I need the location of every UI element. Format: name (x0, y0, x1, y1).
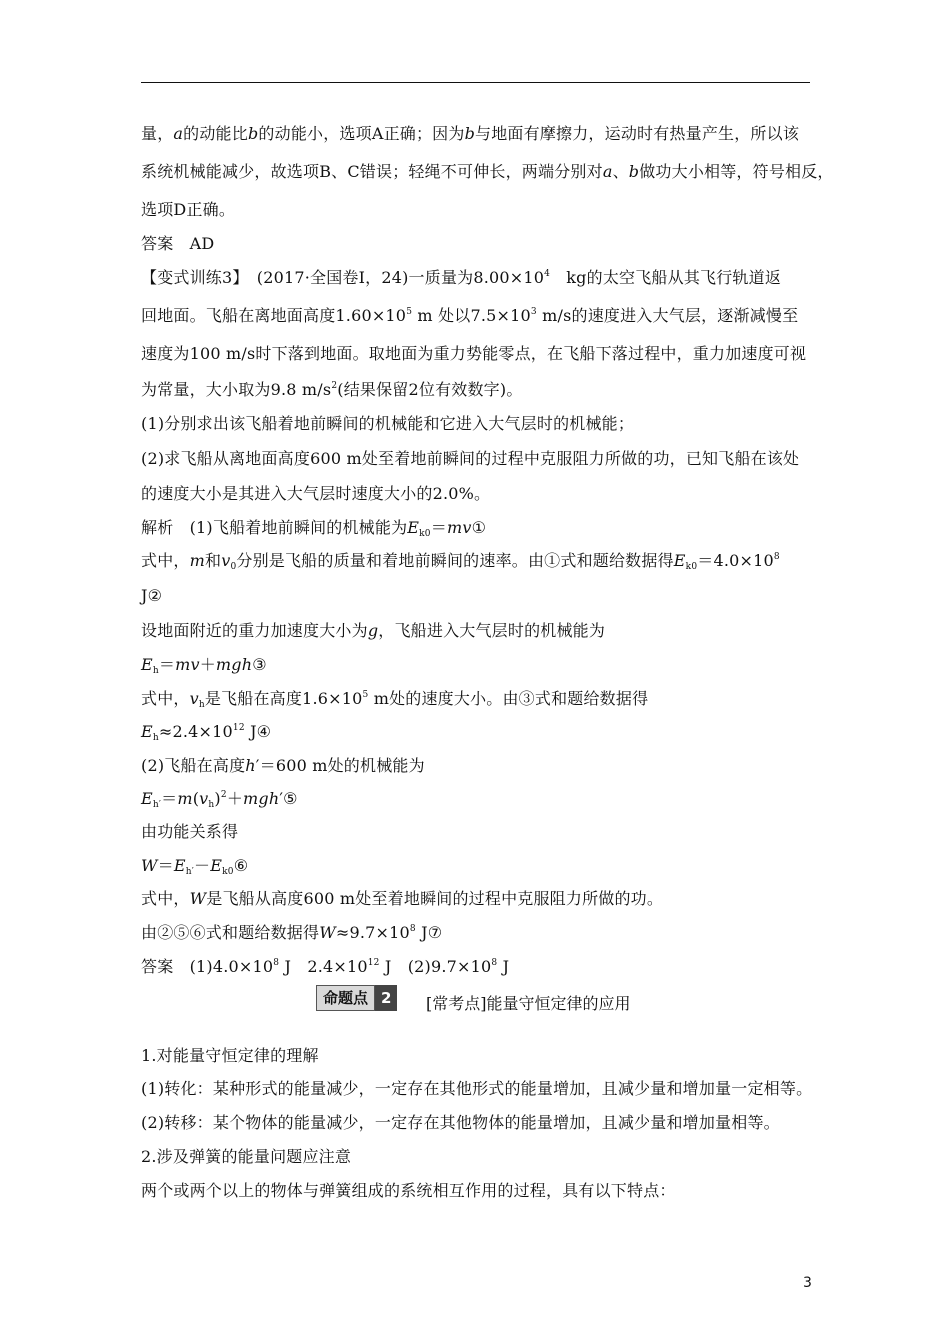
equation-line: $W=E_{h'}-E_{k0}⑥$ (141, 856, 249, 877)
topic-badge (316, 985, 397, 1011)
text-line: (2)求飞船从离地面高度600 m处至着地前瞬间的过程中克服阻力所做的功，已知飞船在该处 (141, 449, 800, 468)
text-line: 速度为100 m/s时下落到地面。取地面为重力势能零点，在飞船下落过程中，重力加速度可视 (141, 344, 807, 363)
equation-line: $E_{h'}=m(v_h)^2+mgh'⑤$ (141, 789, 298, 810)
text-line: (1)分别求出该飞船着地前瞬间的机械能和它进入大气层时的机械能； (141, 414, 635, 433)
solution-line: 解析 (1)飞船着地前瞬间的机械能为$E_{k0}=mv①$ (141, 518, 487, 539)
text-line: 式中，m和$v_0$分别是飞船的质量和着地前瞬间的速率。由①式和题给数据得$E_{k0}=4.0\times 10^8$ (141, 551, 780, 572)
text-line: 的速度大小是其进入大气层时速度大小的2.0%。 (141, 484, 491, 503)
numbered-heading: 1.对能量守恒定律的理解 (141, 1046, 319, 1065)
text-line: 量，a的动能比b的动能小，选项A正确；因为b与地面有摩擦力，运动时有热量产生，所以该 (141, 124, 800, 143)
text-line: 式中，W是飞船从高度600 m处至着地瞬间的过程中克服阻力所做的功。 (141, 889, 664, 908)
answer-line: 答案 $(1)4.0\times 10^8$ J $2.4\times 10^{12}$ J $(2)9.7\times 10^8$ J (141, 957, 510, 976)
numbered-heading: 2.涉及弹簧的能量问题应注意 (141, 1147, 352, 1166)
badge-label: 命题点 (316, 985, 375, 1011)
text-line: (2)转移：某个物体的能量减少，一定存在其他物体的能量增加，且减少量和增加量相等。 (141, 1113, 780, 1132)
text-line: 选项D正确。 (141, 200, 236, 219)
page-number: 3 (803, 1275, 812, 1291)
text-line: 设地面附近的重力加速度大小为g，飞船进入大气层时的机械能为 (141, 621, 606, 640)
text-line: (2)飞船在高度h′＝600 m处的机械能为 (141, 756, 425, 775)
text-line: 为常量，大小取为9.8 $m/s^2$(结果保留2位有效数字)。 (141, 380, 523, 399)
text-line: 式中，$v_h$是飞船在高度$1.6\times 10^5$ m处的速度大小。由③式和题给数据得 (141, 689, 649, 710)
header-rule (141, 82, 810, 83)
text-line: 两个或两个以上的物体与弹簧组成的系统相互作用的过程，具有以下特点： (141, 1181, 676, 1200)
text-line: 系统机械能减少，故选项B、C错误；轻绳不可伸长，两端分别对a、b做功大小相等，符号相反， (141, 162, 834, 181)
text-line: J② (141, 586, 163, 605)
answer-line: 答案 AD (141, 234, 215, 253)
text-line: 【变式训练3】 (2017·全国卷Ⅰ，24)一质量为$8.00\times 10^4$ kg的太空飞船从其飞行轨道返 (141, 268, 782, 287)
text-line: 回地面。飞船在离地面高度$1.60\times 10^5$ m 处以$7.5\times 10^3$ m/s的速度进入大气层，逐渐减慢至 (141, 306, 799, 325)
badge-number: 2 (375, 985, 397, 1011)
equation-line: $E_h\approx 2.4\times 10^{12}$ J④ (141, 722, 272, 743)
section-title: [常考点]能量守恒定律的应用 (426, 994, 631, 1013)
equation-line: $E_h=mv+mgh③$ (141, 655, 267, 676)
text-line: 由功能关系得 (141, 822, 239, 841)
text-line: (1)转化：某种形式的能量减少，一定存在其他形式的能量增加，且减少量和增加量一定相等。 (141, 1079, 813, 1098)
text-line: 由②⑤⑥式和题给数据得$W\approx 9.7\times 10^8$ J⑦ (141, 923, 443, 942)
